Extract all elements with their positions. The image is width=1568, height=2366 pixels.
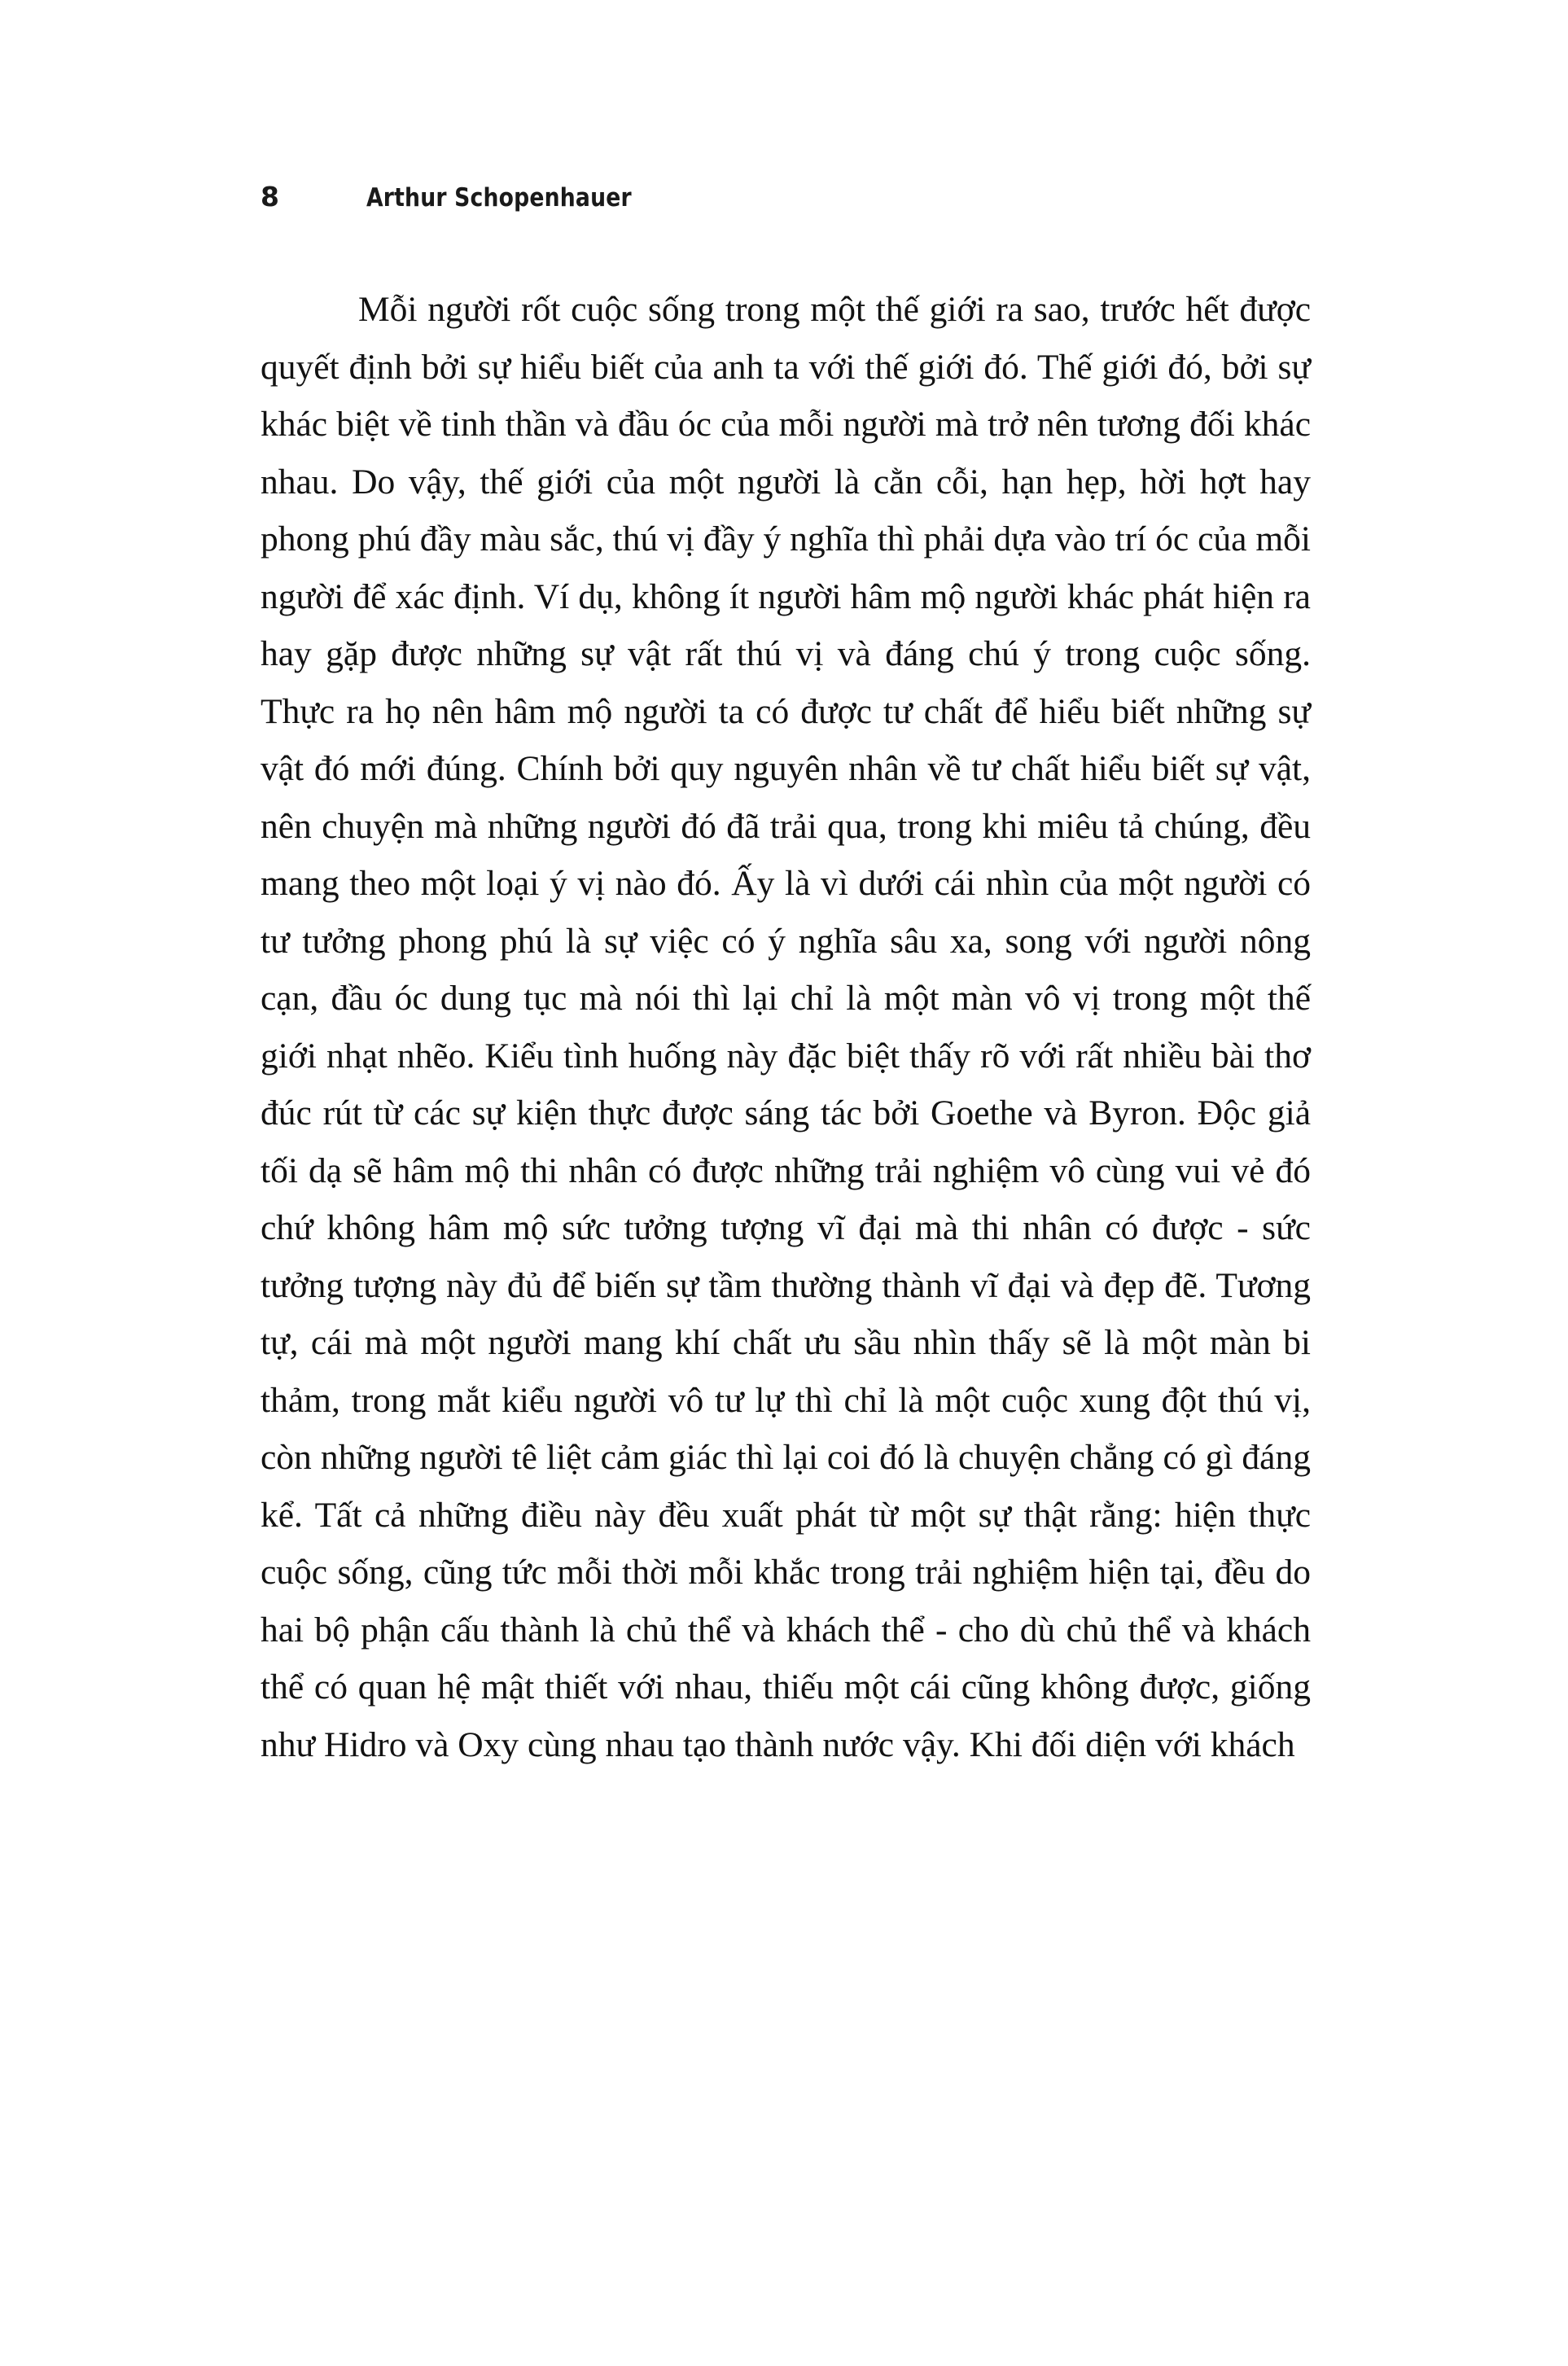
- body-paragraph: Mỗi người rốt cuộc sống trong một thế giới ra sao, trước hết được quyết định bởi sự hiểu biết của anh ta với thế giới đó. Thế giới đó, bởi sự khác biệt về tinh thần và đầu óc của mỗi người mà trở nên tương đối khác nhau. Do vậy, thế giới của một người là cằn cỗi, hạn hẹp, hời hợt hay phong phú đầy màu sắc, thú vị đầy ý nghĩa thì phải dựa vào trí óc của mỗi người để xác định. Ví dụ, không ít người hâm mộ người khác phát hiện ra hay gặp được những sự vật rất thú vị và đáng chú ý trong cuộc sống. Thực ra họ nên hâm mộ người ta có được tư chất để hiểu biết những sự vật đó mới đúng. Chính bởi quy nguyên nhân về tư chất hiểu biết sự vật, nên chuyện mà những người đó đã trải qua, trong khi miêu tả chúng, đều mang theo một loại ý vị nào đó. Ấy là vì dưới cái nhìn của một người có tư tưởng phong phú là sự việc có ý nghĩa sâu xa, song với người nông cạn, đầu óc dung tục mà nói thì lại chỉ là một màn vô vị trong một thế giới nhạt nhẽo. Kiểu tình huống này đặc biệt thấy rõ với rất nhiều bài thơ đúc rút từ các sự kiện thực được sáng tác bởi Goethe và Byron. Độc giả tối dạ sẽ hâm mộ thi nhân có được những trải nghiệm vô cùng vui vẻ đó chứ không hâm mộ sức tưởng tượng vĩ đại mà thi nhân có được - sức tưởng tượng này đủ để biến sự tầm thường thành vĩ đại và đẹp đẽ. Tương tự, cái mà một người mang khí chất ưu sầu nhìn thấy sẽ là một màn bi thảm, trong mắt kiểu người vô tư lự thì chỉ là một cuộc xung đột thú vị, còn những người tê liệt cảm giác thì lại coi đó là chuyện chẳng có gì đáng kể. Tất cả những điều này đều xuất phát từ một sự thật rằng: hiện thực cuộc sống, cũng tức mỗi thời mỗi khắc trong trải nghiệm hiện tại, đều do hai bộ phận cấu thành là chủ thể và khách thể - cho dù chủ thể và khách thể có quan hệ mật thiết với nhau, thiếu một cái cũng không được, giống như Hidro và Oxy cùng nhau tạo thành nước vậy. Khi đối diện với khách: [261, 290, 1311, 1764]
- page-number: 8: [261, 181, 279, 213]
- body-text-block: [261, 281, 1311, 1773]
- running-head: [261, 181, 1319, 218]
- running-head-title: Arthur Schopenhauer: [366, 183, 632, 213]
